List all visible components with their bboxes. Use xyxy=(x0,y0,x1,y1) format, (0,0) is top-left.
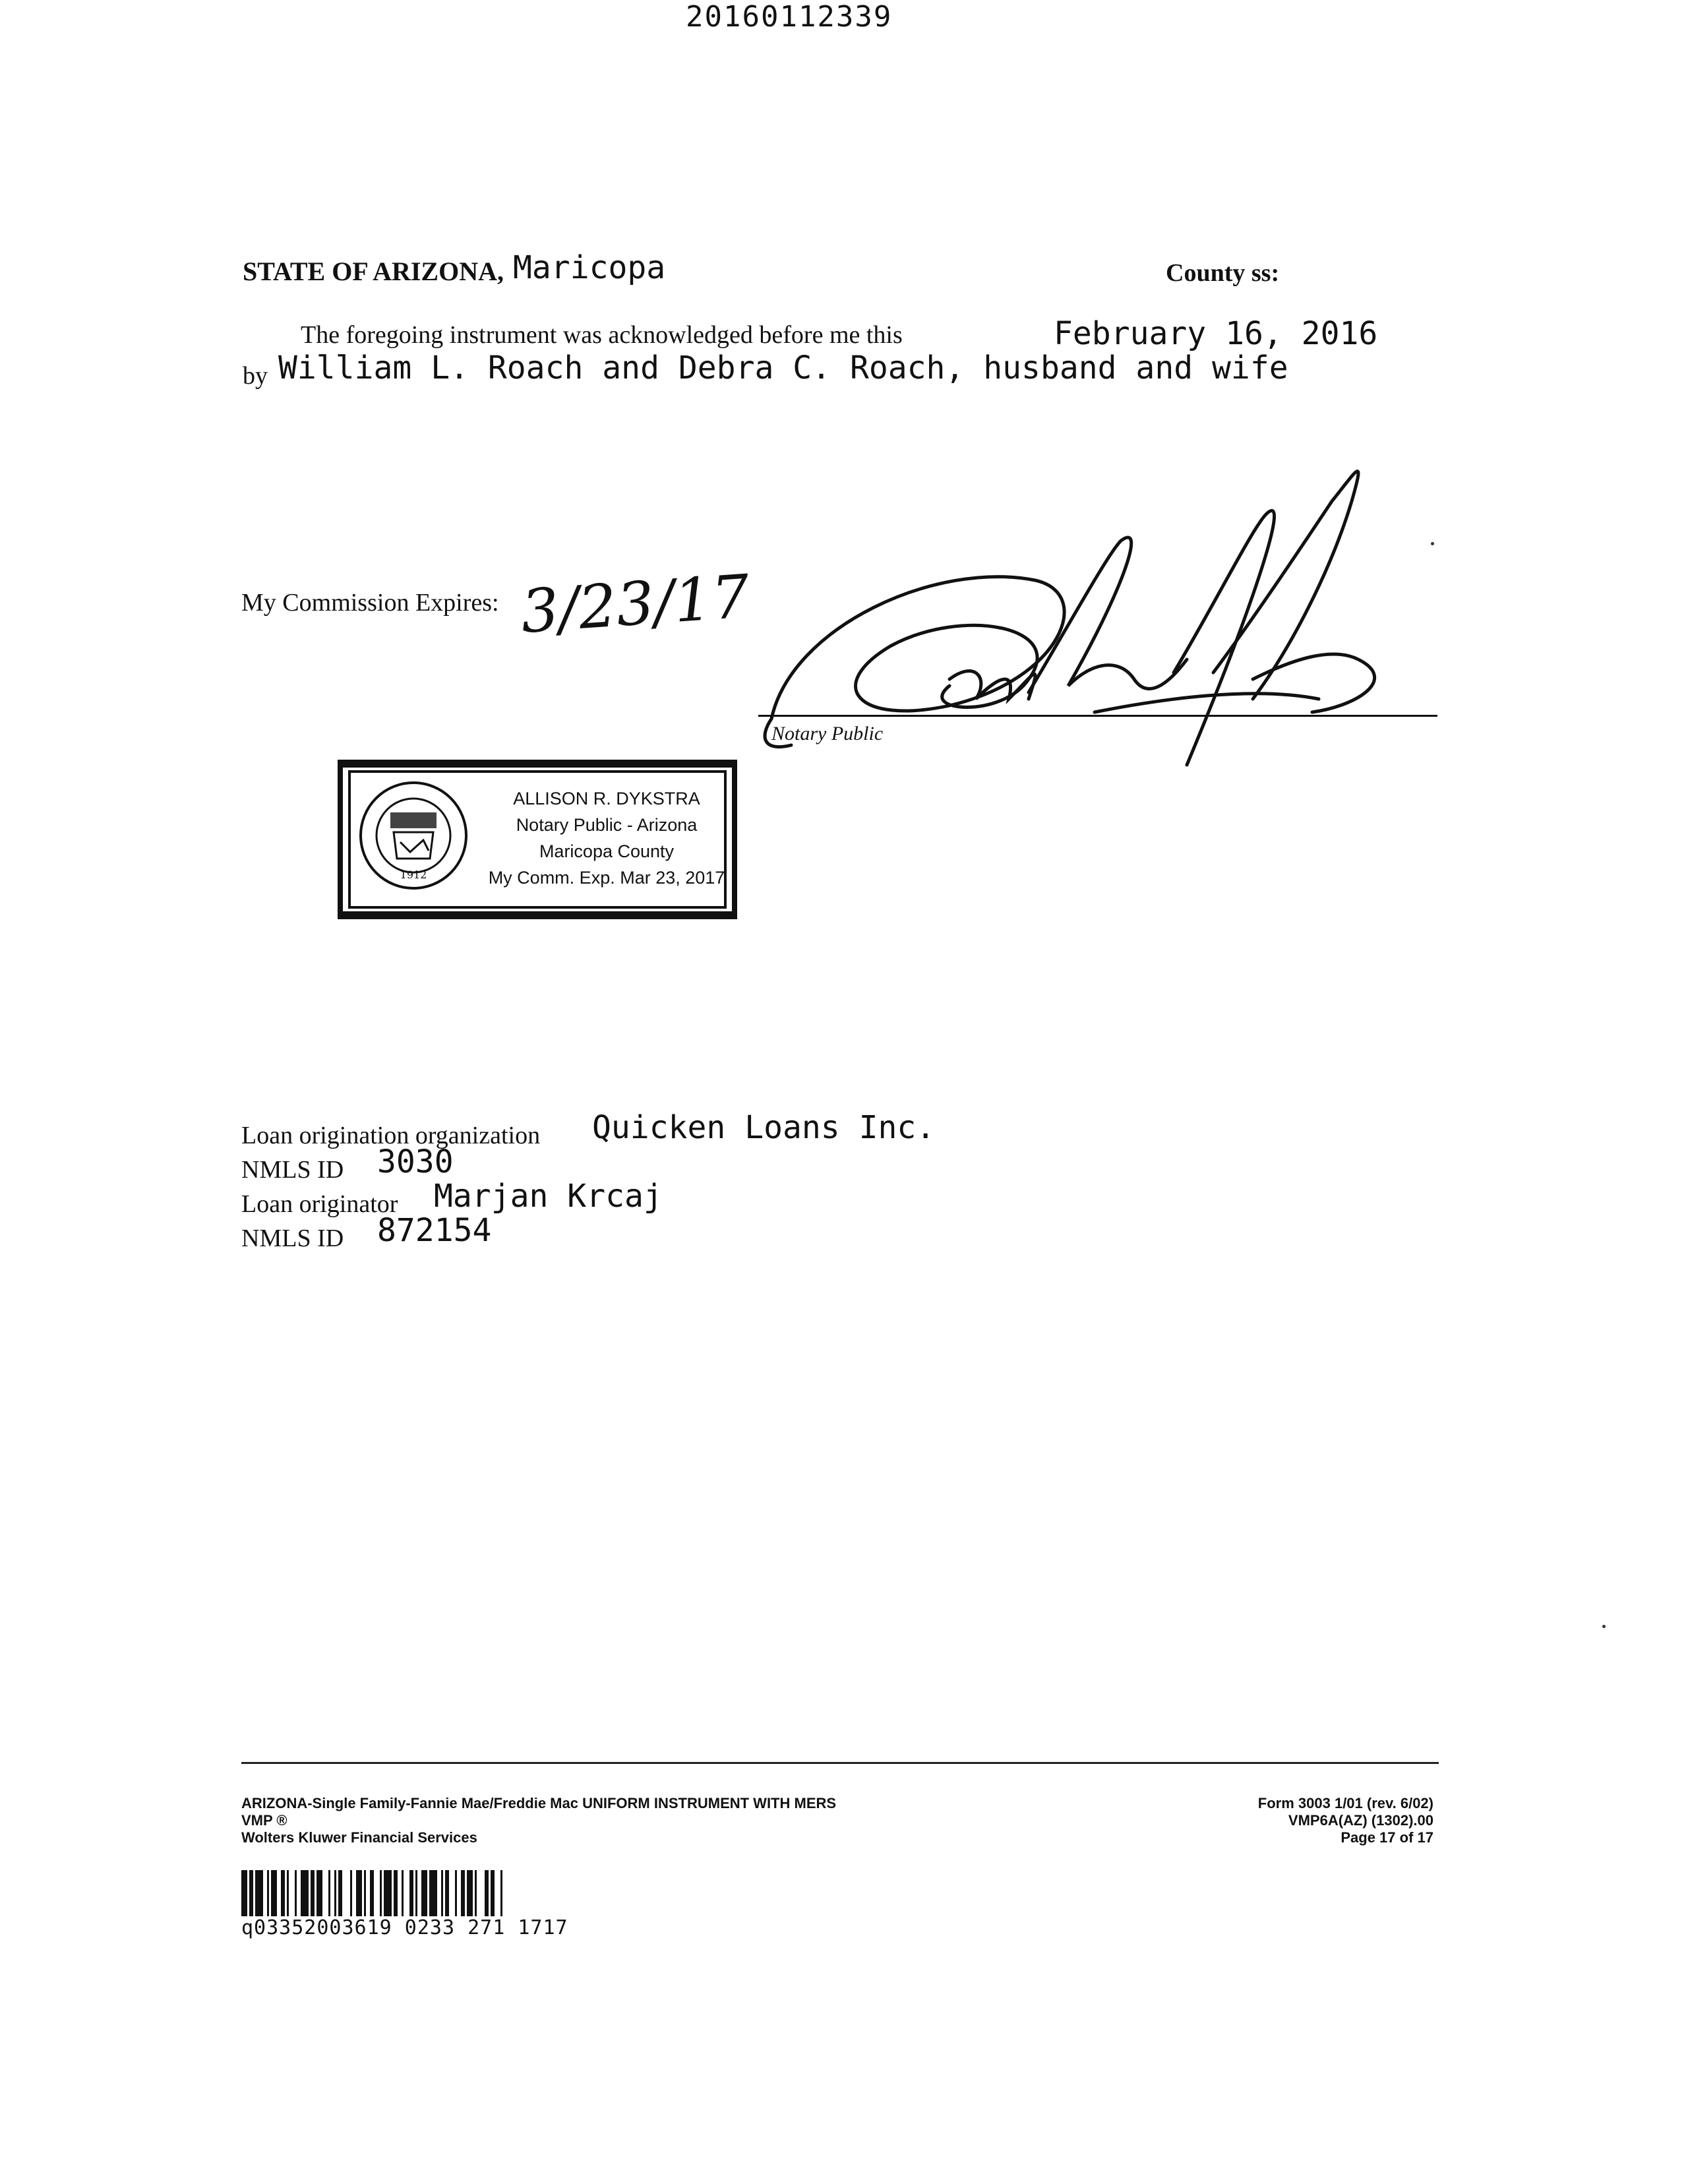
stamp-county: Maricopa County xyxy=(539,841,675,861)
footer-vmp: VMP ® xyxy=(241,1812,287,1829)
barcode-bar xyxy=(380,1870,382,1916)
barcode-bar xyxy=(415,1870,417,1916)
org-nmls-value: 3030 xyxy=(377,1143,454,1180)
barcode-bar xyxy=(350,1870,352,1916)
barcode-number: q03352003619 0233 271 1717 xyxy=(241,1916,568,1939)
barcode-bar xyxy=(467,1870,473,1916)
recording-number: 20160112339 xyxy=(686,0,893,34)
barcode-bar xyxy=(491,1870,495,1916)
loan-originator-label: Loan originator xyxy=(241,1190,398,1218)
acknowledgment-date: February 16, 2016 xyxy=(1054,315,1378,352)
barcode-bar xyxy=(249,1870,253,1916)
barcode-bar xyxy=(461,1870,465,1916)
stamp-expiration: My Comm. Exp. Mar 23, 2017 xyxy=(488,868,725,888)
scan-speck xyxy=(1602,1625,1606,1628)
barcode-bar xyxy=(429,1870,437,1916)
barcode-bar xyxy=(364,1870,366,1916)
footer-publisher: Wolters Kluwer Financial Services xyxy=(241,1829,477,1846)
originator-nmls-value: 872154 xyxy=(377,1212,492,1249)
commission-expires-label: My Commission Expires: xyxy=(241,589,499,617)
barcode-bar xyxy=(402,1870,404,1916)
barcode-bar xyxy=(384,1870,392,1916)
barcode-bar xyxy=(445,1870,449,1916)
barcode-bar xyxy=(301,1870,309,1916)
by-label: by xyxy=(243,362,268,390)
county-ss-label: County ss: xyxy=(1166,259,1280,287)
commission-expires-date: 3/23/17 xyxy=(518,562,752,647)
barcode-bar xyxy=(287,1870,289,1916)
barcode-bar xyxy=(475,1870,477,1916)
acknowledging-persons: William L. Roach and Debra C. Roach, husband and wife xyxy=(278,349,1288,386)
scan-speck xyxy=(1431,542,1434,545)
acknowledgment-text: The foregoing instrument was acknowledged before me this xyxy=(301,321,903,349)
barcode-bar xyxy=(455,1870,457,1916)
footer-form-code: VMP6A(AZ) (1302).00 xyxy=(1288,1812,1433,1829)
barcode-bar xyxy=(281,1870,285,1916)
stamp-notary-title: Notary Public - Arizona xyxy=(516,815,698,835)
state-seal xyxy=(357,779,469,892)
org-nmls-label: NMLS ID xyxy=(241,1156,344,1184)
footer-form-number: Form 3003 1/01 (rev. 6/02) xyxy=(1257,1795,1433,1811)
barcode-bar xyxy=(255,1870,263,1916)
barcode-bar xyxy=(356,1870,362,1916)
footer-page-number: Page 17 of 17 xyxy=(1341,1829,1433,1846)
notary-public-label: Notary Public xyxy=(771,723,884,744)
loan-originator-value: Marjan Krcaj xyxy=(434,1178,663,1215)
footer-divider xyxy=(241,1762,1439,1764)
barcode xyxy=(241,1870,709,1916)
originator-nmls-label: NMLS ID xyxy=(241,1225,344,1252)
stamp-notary-name: ALLISON R. DYKSTRA xyxy=(513,789,700,808)
barcode-bar xyxy=(338,1870,342,1916)
barcode-bar xyxy=(241,1870,247,1916)
loan-org-label: Loan origination organization xyxy=(241,1122,541,1149)
barcode-bar xyxy=(441,1870,443,1916)
barcode-bar xyxy=(295,1870,297,1916)
barcode-bar xyxy=(485,1870,489,1916)
barcode-bar xyxy=(500,1870,502,1916)
barcode-bar xyxy=(421,1870,427,1916)
notary-signature-line xyxy=(758,715,1437,717)
barcode-bar xyxy=(370,1870,374,1916)
loan-org-value: Quicken Loans Inc. xyxy=(592,1109,936,1146)
barcode-bar xyxy=(328,1870,330,1916)
barcode-bar xyxy=(311,1870,315,1916)
barcode-bar xyxy=(409,1870,413,1916)
state-label: STATE OF ARIZONA, xyxy=(243,257,504,286)
barcode-bar xyxy=(271,1870,277,1916)
barcode-bar xyxy=(334,1870,336,1916)
county-value: Maricopa xyxy=(513,249,666,286)
barcode-bar xyxy=(267,1870,269,1916)
barcode-bar xyxy=(394,1870,398,1916)
footer-form-title: ARIZONA-Single Family-Fannie Mae/Freddie Mac UNIFORM INSTRUMENT WITH MERS xyxy=(241,1795,837,1811)
barcode-bar xyxy=(316,1870,322,1916)
seal-year: 1912 xyxy=(400,868,427,881)
